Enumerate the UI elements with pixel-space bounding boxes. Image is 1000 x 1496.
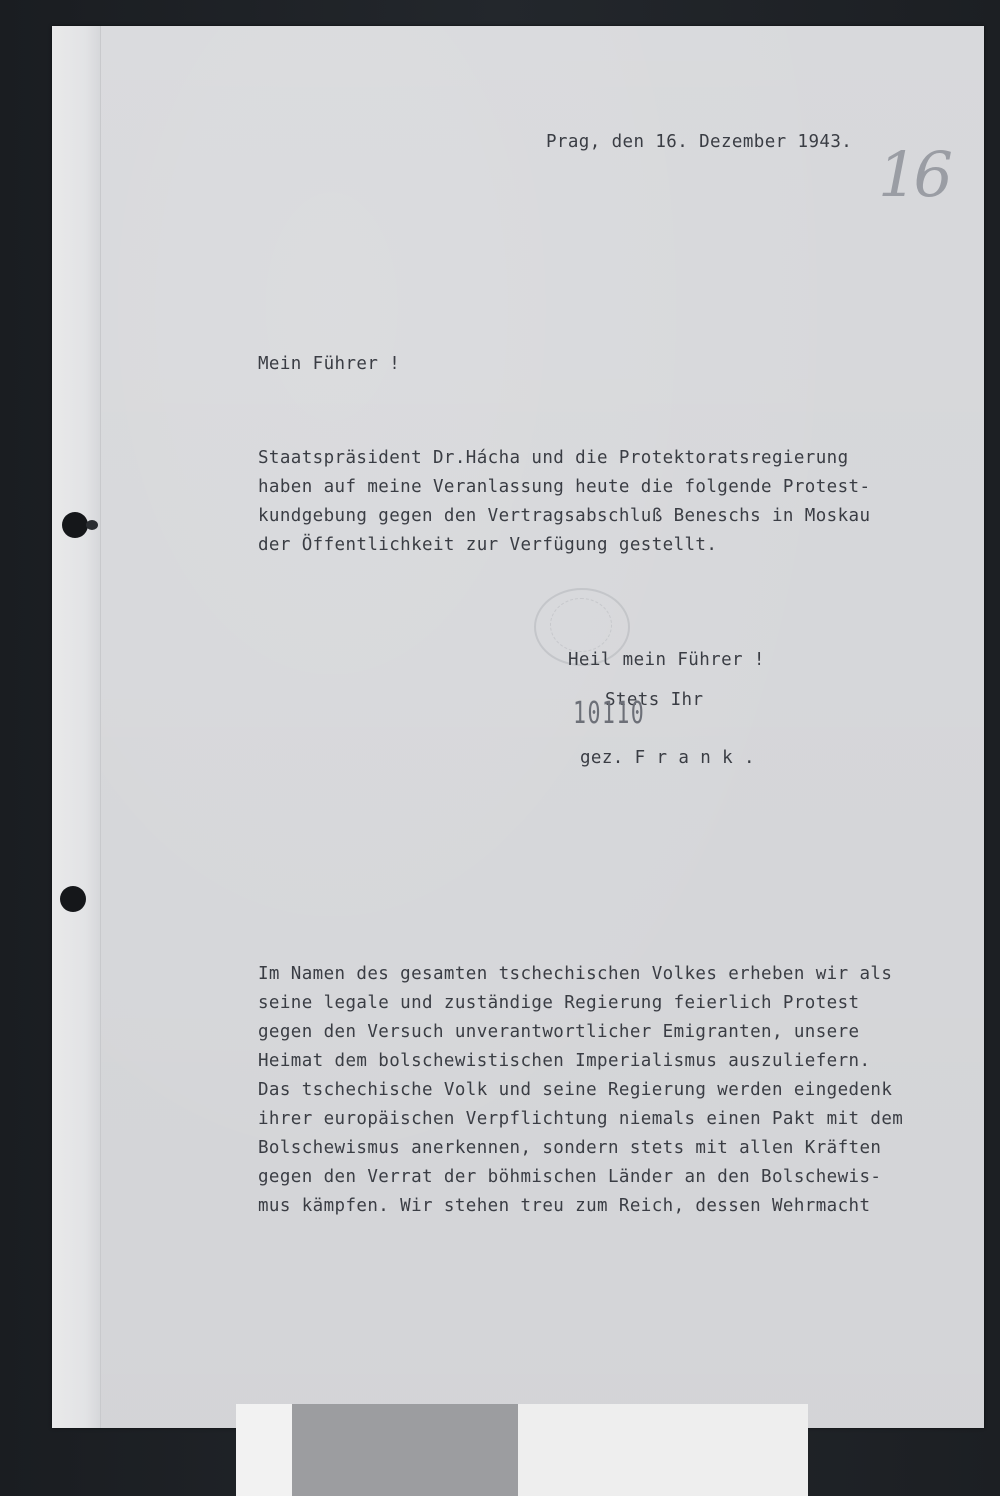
proclamation-line: ihrer europäischen Verpflichtung niemals einen Pakt mit dem (258, 1109, 904, 1129)
punch-hole-top (62, 512, 88, 538)
proclamation-line: seine legale und zuständige Regierung feierlich Protest (258, 993, 860, 1013)
intro-line: der Öffentlichkeit zur Verfügung gestellt. (258, 535, 718, 555)
date-line: Prag, den 16. Dezember 1943. (546, 132, 853, 152)
proclamation-line: Das tschechische Volk und seine Regierung werden eingedenk (258, 1080, 893, 1100)
proclamation-line: gegen den Verrat der böhmischen Länder an den Bolschewis- (258, 1167, 882, 1187)
registry-stamp-number: 10110 (573, 696, 646, 731)
proclamation-line: Heimat dem bolschewistischen Imperialismus auszuliefern. (258, 1051, 871, 1071)
punch-hole-tear (86, 520, 98, 530)
proclamation-line: Im Namen des gesamten tschechischen Volkes erheben wir als (258, 964, 893, 984)
punch-hole-bottom (60, 886, 86, 912)
calibration-card-gray (292, 1404, 518, 1496)
calibration-card-white-right (518, 1404, 808, 1496)
intro-line: haben auf meine Veranlassung heute die folgende Protest- (258, 477, 871, 497)
signature: gez. F r a n k . (580, 748, 755, 768)
closing-greeting: Heil mein Führer ! (568, 650, 765, 670)
intro-line: Staatspräsident Dr.Hácha und die Protektoratsregierung (258, 448, 849, 468)
document-page (52, 26, 984, 1428)
closing-regards: Stets Ihr (605, 690, 704, 710)
salutation: Mein Führer ! (258, 354, 401, 374)
proclamation-line: Bolschewismus anerkennen, sondern stets mit allen Kräften (258, 1138, 882, 1158)
proclamation-line: mus kämpfen. Wir stehen treu zum Reich, dessen Wehrmacht (258, 1196, 871, 1216)
calibration-card-white-left (236, 1404, 292, 1496)
page-fold-margin (52, 26, 101, 1428)
proclamation-line: gegen den Versuch unverantwortlicher Emigranten, unsere (258, 1022, 860, 1042)
faint-circular-stamp-inner (550, 598, 612, 652)
intro-line: kundgebung gegen den Vertragsabschluß Beneschs in Moskau (258, 506, 871, 526)
handwritten-page-number: 16 (878, 138, 949, 211)
